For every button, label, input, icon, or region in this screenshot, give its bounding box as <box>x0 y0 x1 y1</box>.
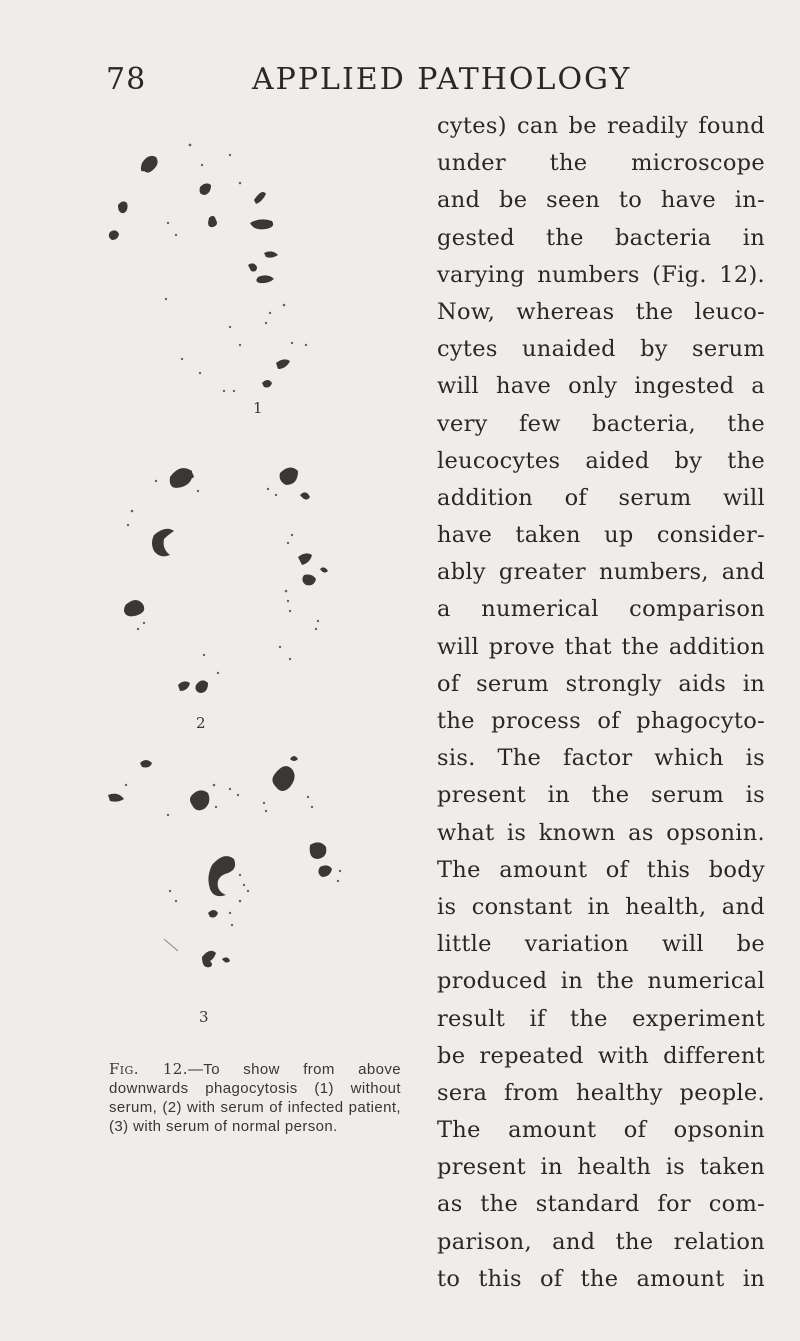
body-line: have taken up consider- <box>437 522 765 549</box>
body-line: gested the bacteria in <box>437 224 765 251</box>
body-line: cytes) can be readily found <box>437 113 765 139</box>
leucocyte <box>272 766 294 791</box>
leucocyte <box>124 600 144 616</box>
panel-3-label: 3 <box>199 1008 209 1026</box>
leucocyte <box>196 680 209 693</box>
panel-2-cells <box>124 467 328 693</box>
leucocyte <box>320 567 328 572</box>
leucocyte <box>276 359 290 369</box>
body-line: is constant in health, and <box>437 893 765 920</box>
panel-3-cells <box>108 756 298 810</box>
leucocyte <box>208 216 217 227</box>
body-line: sis. The factor which is <box>437 745 765 772</box>
leucocyte <box>108 794 124 802</box>
leucocyte <box>262 380 272 388</box>
body-line: will prove that the addition <box>437 633 765 660</box>
panel-3-lower-cells <box>202 842 332 967</box>
phagocytosis-figure <box>80 95 420 835</box>
body-line: as the standard for com- <box>437 1191 765 1218</box>
body-line: will have only ingested a <box>437 373 765 400</box>
leucocyte <box>202 951 216 968</box>
body-line: ably greater numbers, and <box>437 559 765 586</box>
panel-2-label: 2 <box>196 714 206 732</box>
leucocyte <box>170 468 193 488</box>
body-line: under the microscope <box>437 150 765 177</box>
body-line: sera from healthy people. <box>437 1079 765 1106</box>
panel-1-bacteria <box>165 144 307 393</box>
leucocyte <box>208 856 235 896</box>
figure-caption-label: Fig. 12. <box>109 1060 188 1078</box>
leucocyte <box>200 183 211 195</box>
panel-2-bacteria <box>127 480 319 674</box>
leucocyte <box>222 957 230 962</box>
body-line: the process of phagocyto- <box>437 708 765 734</box>
leucocyte <box>190 790 209 810</box>
panel-3-lower-bacteria <box>169 870 341 926</box>
leucocyte <box>152 529 174 557</box>
body-line: what is known as opsonin. <box>437 819 765 846</box>
running-head: APPLIED PATHOLOGY <box>252 62 632 97</box>
body-line: result if the experiment <box>437 1005 765 1032</box>
leucocyte <box>248 263 257 271</box>
leucocyte <box>290 756 298 761</box>
leucocyte <box>178 681 190 691</box>
body-line: and be seen to have in- <box>437 187 765 214</box>
panel-3-lower-illustration <box>80 835 420 1035</box>
leucocyte <box>208 910 218 918</box>
leucocyte <box>141 156 158 173</box>
leucocyte <box>310 842 327 859</box>
body-line: a numerical comparison <box>437 596 765 623</box>
body-line: parison, and the relation <box>437 1228 765 1255</box>
leucocyte <box>300 492 310 499</box>
body-line: little variation will be <box>437 931 765 958</box>
body-line: Now, whereas the leuco- <box>437 298 765 325</box>
leucocyte <box>302 575 316 586</box>
panel-1-cells <box>109 156 290 388</box>
leucocyte <box>254 192 266 204</box>
leucocyte <box>118 201 128 213</box>
body-line: varying numbers (Fig. 12). <box>437 261 765 288</box>
body-line: be repeated with different <box>437 1042 765 1069</box>
faint-stain-stroke <box>164 939 178 951</box>
body-line: The amount of opsonin <box>437 1117 765 1144</box>
body-line: to this of the amount in <box>437 1265 765 1292</box>
leucocyte <box>256 275 274 283</box>
body-line: The amount of this body <box>437 856 765 883</box>
body-line: of serum strongly aids in <box>437 670 765 697</box>
leucocyte <box>250 219 273 229</box>
body-line: produced in the numerical <box>437 968 765 995</box>
body-line: present in the serum is <box>437 782 765 809</box>
body-line: addition of serum will <box>437 484 765 511</box>
body-line: very few bacteria, the <box>437 410 765 437</box>
panel-3-lower <box>80 835 420 1035</box>
body-text-column <box>437 108 765 1298</box>
body-line: present in health is taken <box>437 1154 765 1181</box>
leucocyte <box>280 467 298 485</box>
leucocyte <box>140 760 152 768</box>
leucocyte <box>264 251 278 257</box>
leucocyte <box>109 230 119 240</box>
leucocyte <box>318 865 332 877</box>
figure-caption-text: —To show from above downwards phagocytosis (1) without serum, (2) with serum of infected patient, (3) with serum of normal person. <box>109 1061 401 1135</box>
panel-1-label: 1 <box>253 399 263 417</box>
leucocyte <box>298 553 312 565</box>
figure-illustration <box>80 95 420 835</box>
page-number: 78 <box>106 62 147 97</box>
body-line: leucocytes aided by the <box>437 447 765 474</box>
figure-caption <box>109 1060 401 1136</box>
body-line: cytes unaided by serum <box>437 336 765 363</box>
